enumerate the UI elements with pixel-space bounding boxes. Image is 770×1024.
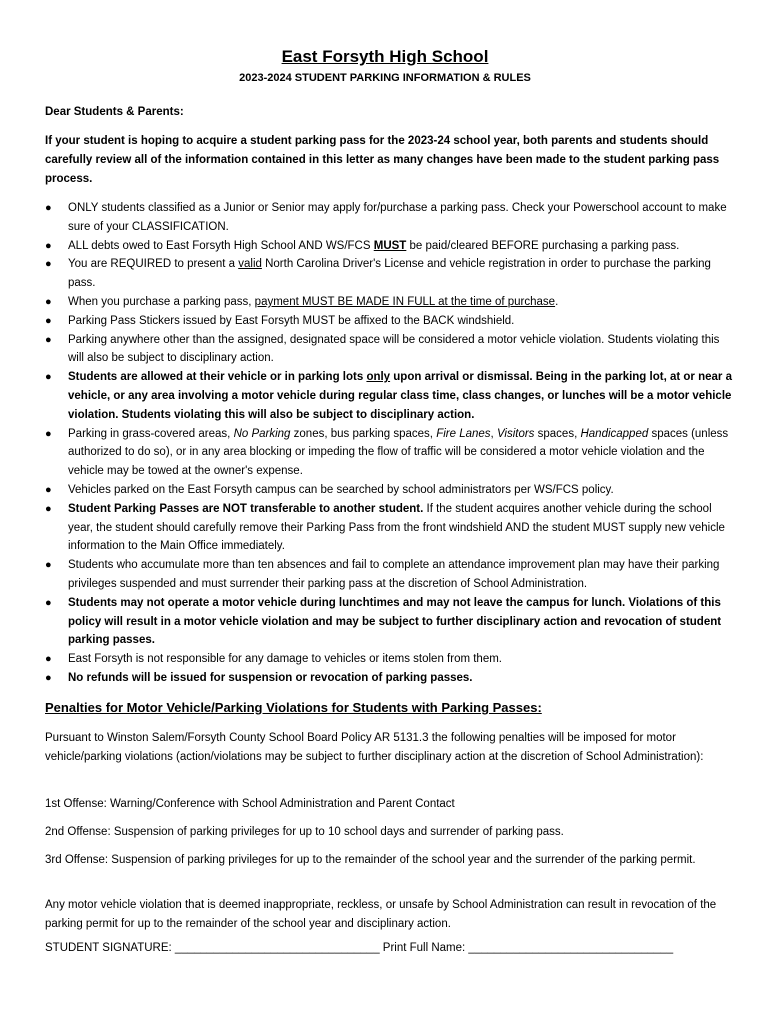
bullet-icon: ● — [45, 427, 52, 440]
rule-text: No refunds will be issued for suspension or revocation of parking passes. — [68, 671, 473, 684]
rule-text: zones, bus parking spaces, — [290, 427, 437, 440]
student-signature-label: STUDENT SIGNATURE: — [45, 942, 175, 954]
rule-item — [45, 368, 735, 424]
rule-text: Students who accumulate more than ten absences and fail to complete an attendance improvement plan may have their parking privileges suspended and must surrender their parking pass at the discretion of School Administration. — [68, 559, 720, 590]
rule-text: MUST — [373, 239, 407, 252]
rule-text: spaces, — [534, 427, 581, 440]
signature-row — [45, 942, 735, 954]
offense-1: 1st Offense: Warning/Conference with School Administration and Parent Contact — [45, 798, 455, 810]
rule-text: only — [366, 371, 391, 384]
rule-item — [45, 594, 735, 650]
rule-text: ALL debts owed to East Forsyth High School AND WS/FCS — [68, 239, 374, 252]
rule-text: upon arrival or dismissal. Being in the parking lot, at or near a vehicle, or any area involving a motor vehicle during regular class time, class changes, or lunches will be a motor vehicle violation. Students violating this will also be subject to disciplinary action. — [68, 371, 732, 421]
bullet-icon: ● — [45, 671, 52, 684]
rule-text: ONLY students classified as a Junior or Senior may apply for/purchase a parking pass. Check your Powerschool account to make sure of your CLASSIFICATION. — [68, 202, 727, 233]
closing-paragraph: Any motor vehicle violation that is deemed inappropriate, reckless, or unsafe by School Administration can result in revocation of the parking permit for up to the remainder of the school year and disciplinary action. — [45, 899, 717, 930]
rule-text: Parking anywhere other than the assigned, designated space will be considered a motor vehicle violation. Students violating this will also be subject to disciplinary action. — [68, 333, 720, 365]
rule-text: be paid/cleared BEFORE purchasing a parking pass. — [406, 239, 680, 252]
bullet-icon: ● — [45, 559, 52, 572]
rule-text: Fire Lanes — [436, 427, 491, 440]
rule-item — [45, 481, 735, 500]
rule-text: Student Parking Passes are NOT transferable to another student. — [68, 502, 424, 515]
print-name-line[interactable]: ________________________________ — [468, 942, 674, 954]
rule-text: spaces (unless authorized to do so), or in any area blocking or impeding the flow of traffic will be considered a motor vehicle violation and the vehicle may be towed at the owner's expense. — [68, 427, 729, 478]
page-subtitle: 2023-2024 STUDENT PARKING INFORMATION & RULES — [239, 72, 531, 84]
salutation: Dear Students & Parents: — [45, 106, 184, 118]
bullet-icon: ● — [45, 333, 52, 346]
rule-text: Students may not operate a motor vehicle during lunchtimes and may not leave the campus for lunch. Violations of this policy will result in a motor vehicle violation and may be subject to further disciplinary action and revocation of student parking passes. — [68, 596, 722, 647]
rule-item — [45, 293, 735, 312]
rule-text: Parking in grass-covered areas, — [68, 427, 234, 440]
rule-text: . — [555, 295, 559, 308]
bullet-icon: ● — [45, 258, 52, 271]
rule-text: , — [490, 427, 497, 440]
page-title: East Forsyth High School — [281, 47, 489, 66]
rule-item — [45, 500, 735, 556]
bullet-icon: ● — [45, 483, 52, 496]
rule-text: Visitors — [496, 427, 535, 440]
bullet-icon: ● — [45, 371, 52, 384]
rule-text: North Carolina Driver's License and vehicle registration in order to purchase the parking pass. — [68, 258, 711, 290]
bullet-icon: ● — [45, 314, 52, 327]
rule-text: Students are allowed at their vehicle or in parking lots — [68, 371, 367, 384]
intro-paragraph: If your student is hoping to acquire a student parking pass for the 2023-24 school year, both parents and students should carefully review all of the information contained in this letter as many changes have been made to the student parking pass process. — [45, 135, 720, 185]
rule-item — [45, 255, 735, 293]
rule-text: Vehicles parked on the East Forsyth campus can be searched by school administrators per WS/FCS policy. — [68, 483, 614, 496]
bullet-icon: ● — [45, 596, 52, 609]
rule-text: Handicapped — [580, 427, 649, 440]
rule-item — [45, 650, 735, 669]
student-signature-line[interactable]: ________________________________ — [174, 942, 380, 954]
rule-text: If the student acquires another vehicle during the school year, the student should carefully remove their Parking Pass from the front windshield AND the student MUST supply new vehicle information to the Main Office immediately. — [68, 502, 725, 553]
offense-3: 3rd Offense: Suspension of parking privileges for up to the remainder of the school year and the surrender of the parking permit. — [45, 854, 696, 866]
rule-text: East Forsyth is not responsible for any damage to vehicles or items stolen from them. — [68, 653, 502, 666]
rule-text: payment MUST BE MADE IN FULL at the time of purchase — [254, 295, 556, 308]
rule-item — [45, 199, 735, 237]
penalties-heading: Penalties for Motor Vehicle/Parking Violations for Students with Parking Passes: — [45, 700, 542, 715]
rules-list — [45, 199, 735, 688]
bullet-icon: ● — [45, 295, 52, 308]
bullet-icon: ● — [45, 202, 52, 214]
rule-item — [45, 312, 735, 331]
rule-item — [45, 425, 735, 481]
offense-2: 2nd Offense: Suspension of parking privileges for up to 10 school days and surrender of parking pass. — [45, 826, 564, 838]
rule-item — [45, 556, 735, 594]
penalties-intro: Pursuant to Winston Salem/Forsyth County School Board Policy AR 5131.3 the following penalties will be imposed for motor vehicle/parking violations (action/violations may be subject to further disciplinary action at the discretion of School Administration): — [45, 732, 704, 763]
bullet-icon: ● — [45, 653, 52, 666]
rule-text: valid — [238, 258, 262, 271]
rule-item — [45, 331, 735, 369]
rule-item — [45, 237, 735, 256]
rule-text: No Parking — [233, 427, 291, 440]
rule-text: When you purchase a parking pass, — [68, 295, 255, 308]
bullet-icon: ● — [45, 502, 52, 515]
rule-text: You are REQUIRED to present a — [68, 258, 239, 271]
bullet-icon: ● — [45, 239, 52, 252]
rule-item — [45, 669, 735, 688]
rule-text: Parking Pass Stickers issued by East Forsyth MUST be affixed to the BACK windshield. — [68, 314, 515, 327]
print-name-label: Print Full Name: — [379, 942, 469, 954]
